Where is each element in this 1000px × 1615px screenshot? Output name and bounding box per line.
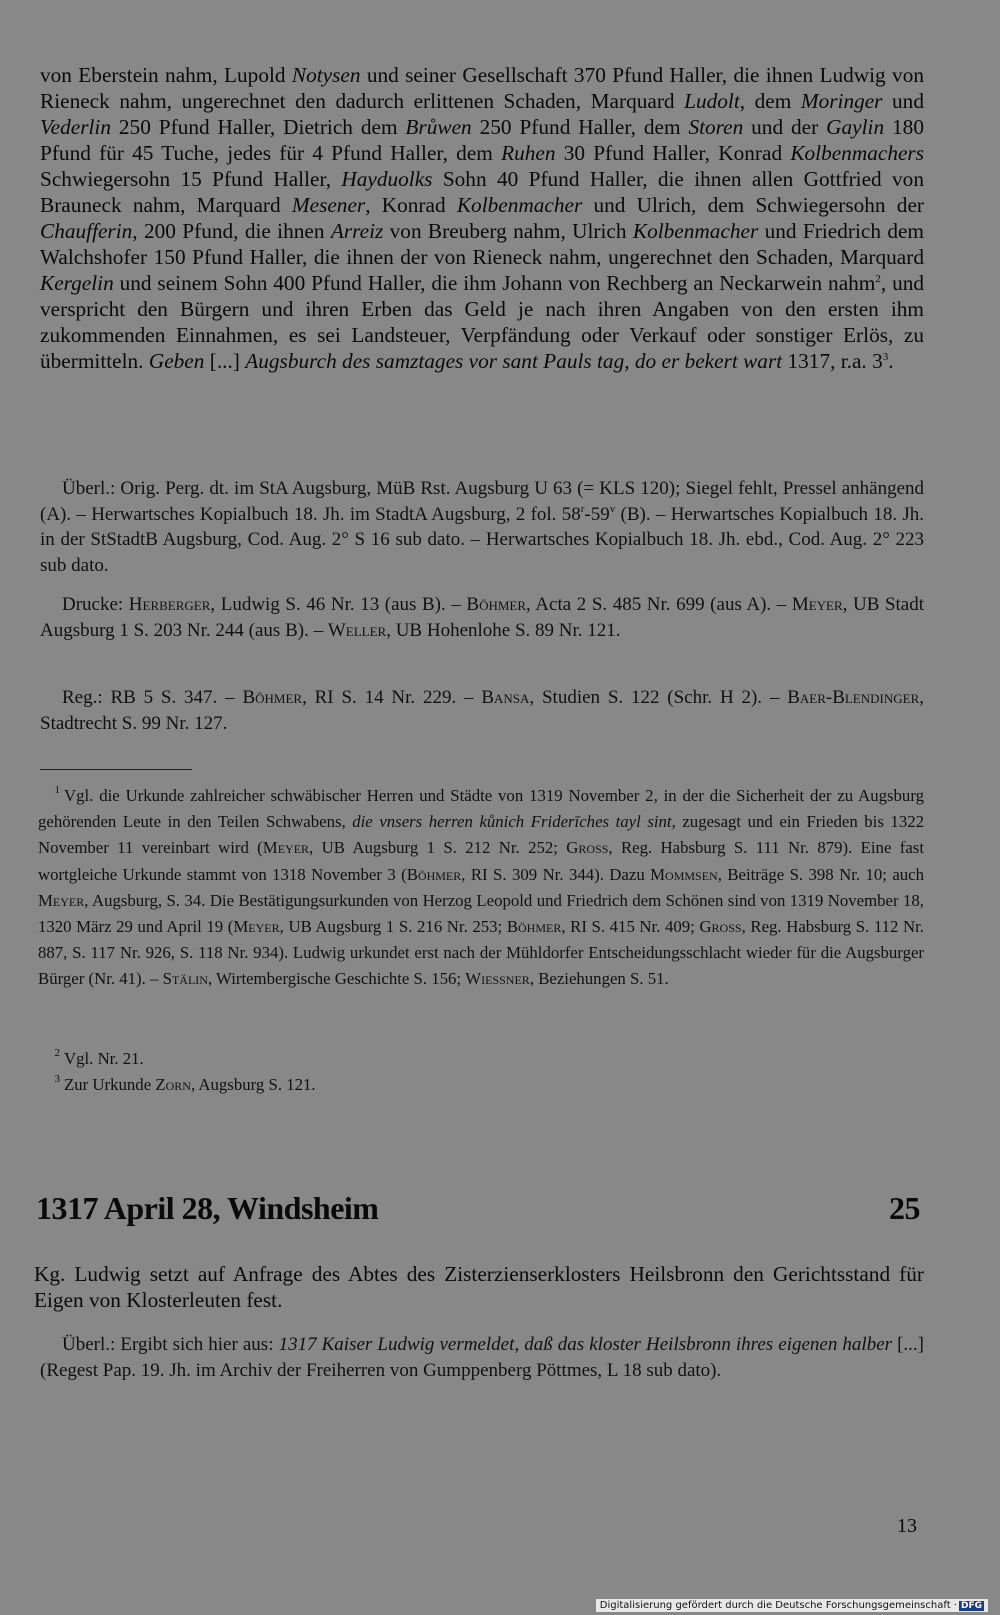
page-number: 13 xyxy=(897,1515,917,1537)
entry-date-place: 1317 April 28, Windsheim xyxy=(36,1190,379,1226)
digitization-credit: Digitalisierung gefördert durch die Deutsche Forschungsgemeinschaft · DFG xyxy=(596,1599,988,1612)
footnote-divider xyxy=(40,769,192,770)
footnote-ref-2: 2 xyxy=(875,273,881,285)
charter-summary-continuation: von Eberstein nahm, Lupold Notysen und seiner Gesellschaft 370 Pfund Haller, die ihnen Ludwig von Rieneck nahm, ungerechnet den dadurch erlittenen Schaden, Marquard Ludolt, dem Moringer und Vederlin 250 Pfund Haller, Dietrich dem Brůwen 250 Pfund Haller, dem Storen und der Gaylin 180 Pfund für 45 Tuche, jedes für 4 Pfund Haller, dem Ruhen 30 Pfund Haller, Konrad Kolbenmachers Schwiegersohn 15 Pfund Haller, Hayduolks Sohn 40 Pfund Haller, die ihnen allen Gottfried von Brauneck nahm, Marquard Mesener, Konrad Kolbenmacher und Ulrich, dem Schwiegersohn der Chaufferin, 200 Pfund, die ihnen Arreiz von Breuberg nahm, Ulrich Kolbenmacher und Friedrich dem Walchshofer 150 Pfund Haller, die ihnen der von Rieneck nahm, ungerechnet den Schaden, Marquard Kergelin und seinem Sohn 400 Pfund Haller, die ihm Johann von Rechberg an Neckarwein nahm$^2$, und verspricht den Bürgern und ihren Erben das Geld je nach ihren Angaben von den ersten ihm zukommenden Einnahmen, es sei Landsteuer, Verpfändung oder Verkauf oder sonstiger Erlös, zu übermitteln. Geben [...] Augsburch des samztages vor sant Pauls tag, do er bekert wart 1317, r.a. $3^3$. xyxy=(40,63,925,373)
transmission-note: Überl.: Orig. Perg. dt. im StA Augsburg, MüB Rst. Augsburg U 63 (= KLS 120); Siegel fehlt, Pressel anhängend (A). – Herwartsches Kopialbuch 18. Jh. im StadtA Augsburg, 2 fol. 58$^r$-59$^v$ (B). – Herwartsches Kopialbuch 18. Jh. in der StStadtB Augsburg, Cod. Aug. 2° S 16 sub dato. – Herwartsches Kopialbuch 18. Jh. ebd., Cod. Aug. 2° 223 sub dato. xyxy=(40,478,925,576)
footnote-1: $^1$ Vgl. die Urkunde zahlreicher schwäbischer Herren und Städte von 1319 November 2, in der die Sicherheit der zu Augsburg gehörenden Leute in den Teilen Schwabens, die vnsers herren kůnich Friderīches tayl sint, zugesagt und ein Frieden bis 1322 November 11 vereinbart wird (Meyer, UB Augsburg 1 S. 212 Nr. 252; Gross, Reg. Habsburg S. 111 Nr. 879). Eine fast wortgleiche Urkunde stammt von 1318 November 3 (Böhmer, RI S. 309 Nr. 344). Dazu Mommsen, Beiträge S. 398 Nr. 10; auch Meyer, Augsburg, S. 34. Die Bestätigungsurkunden von Herzog Leopold und Friedrich dem Schönen sind von 1319 November 18, 1320 März 29 und April 19 (Meyer, UB Augsburg 1 S. 216 Nr. 253; Böhmer, RI S. 415 Nr. 409; Gross, Reg. Habsburg S. 112 Nr. 887, S. 117 Nr. 926, S. 118 Nr. 934). Ludwig urkundet erst nach der Mühldorfer Entscheidungsschlacht wieder für die Augsburger Bürger (Nr. 41). – Stälin, Wirtembergische Geschichte S. 156; Wiessner, Beziehungen S. 51. xyxy=(38,784,925,989)
prints-note: Drucke: Herberger, Ludwig S. 46 Nr. 13 (aus B). – Böhmer, Acta 2 S. 485 Nr. 699 (aus A). – Meyer, UB Stadt Augsburg 1 S. 203 Nr. 244 (aus B). – Weller, UB Hohenlohe S. 89 Nr. 121. xyxy=(40,594,925,641)
footnote-ref-3: 3 xyxy=(882,351,889,363)
entry-summary: Kg. Ludwig setzt auf Anfrage des Abtes des Zisterzienserklosters Heilsbronn den Gerichtsstand für Eigen von Klosterleuten fest. xyxy=(34,1262,924,1312)
entry-number: 25 xyxy=(889,1190,920,1226)
entry-transmission-note: Überl.: Ergibt sich hier aus: 1317 Kaiser Ludwig vermeldet, daß das kloster Heilsbronn ihres eigenen halber [...] (Regest Pap. 19. Jh. im Archiv der Freiherren von Gumppenberg Pöttmes, L 18 sub dato). xyxy=(40,1334,925,1381)
entry-heading xyxy=(36,1190,920,1227)
footnote-3: $^3$ Zur Urkunde Zorn, Augsburg S. 121. xyxy=(54,1073,316,1094)
dfg-logo: DFG xyxy=(960,1601,982,1611)
footnote-2: $^2$ Vgl. Nr. 21. xyxy=(54,1047,144,1068)
regesta-note: Reg.: RB 5 S. 347. – Böhmer, RI S. 14 Nr. 229. – Bansa, Studien S. 122 (Schr. H 2). – Baer-Blendinger, Stadtrecht S. 99 Nr. 127. xyxy=(40,687,924,734)
